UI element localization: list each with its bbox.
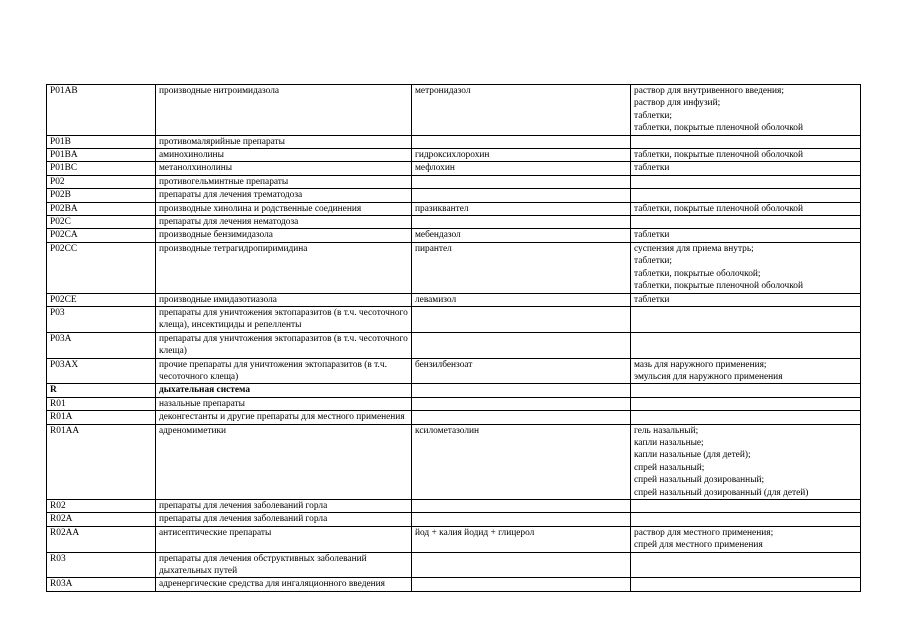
dosage-form-line: таблетки; [634, 110, 673, 121]
drug-name-cell [412, 411, 631, 424]
atc-code-cell: P02CC [47, 242, 156, 293]
table-row [47, 85, 861, 136]
anatomical-therapeutic-group-cell: производные имидазотиазола [156, 293, 412, 306]
dosage-form-line: раствор для внутривенного введения; [634, 86, 784, 96]
dosage-forms-cell [631, 189, 861, 202]
table-row [47, 397, 861, 410]
atc-code-cell: P02C [47, 216, 156, 229]
drug-name-cell [412, 216, 631, 229]
table-body [47, 85, 861, 592]
drug-name-cell: мебендазол [412, 229, 631, 242]
drug-name-cell [412, 500, 631, 513]
atc-code-cell: P02BA [47, 202, 156, 215]
drug-name-cell [412, 189, 631, 202]
table-row [47, 202, 861, 215]
table-row [47, 135, 861, 148]
dosage-forms-cell [631, 424, 861, 499]
dosage-form-line: спрей назальный; [634, 462, 705, 473]
anatomical-therapeutic-group-cell: препараты для лечения трематодоза [156, 189, 412, 202]
drug-name-cell [412, 552, 631, 578]
dosage-form-line: таблетки, покрытые пленочной оболочкой [634, 123, 803, 134]
dosage-forms-cell [631, 526, 861, 552]
drug-name-cell: бензилбензоат [412, 358, 631, 384]
anatomical-therapeutic-group-cell: аминохинолины [156, 149, 412, 162]
dosage-forms-cell [631, 332, 861, 358]
drug-name-cell: мефлохин [412, 162, 631, 175]
anatomical-therapeutic-group-cell: антисептические препараты [156, 526, 412, 552]
drug-name-cell [412, 384, 631, 397]
table-row [47, 189, 861, 202]
dosage-forms-cell [631, 293, 861, 306]
dosage-form-line: капли назальные (для детей); [634, 450, 751, 461]
dosage-form-line: таблетки [634, 230, 670, 241]
table-row [47, 513, 861, 526]
table-row [47, 216, 861, 229]
drug-name-cell [412, 306, 631, 332]
dosage-forms-cell [631, 202, 861, 215]
anatomical-therapeutic-group-cell: дыхательная система [156, 384, 412, 397]
dosage-forms-cell [631, 135, 861, 148]
drug-name-cell: метронидазол [412, 85, 631, 136]
drug-table [46, 84, 861, 592]
atc-code-cell: P03 [47, 306, 156, 332]
anatomical-therapeutic-group-cell: препараты для уничтожения эктопаразитов (в т.ч. чесоточного клеща), инсектициды и репелленты [156, 306, 412, 332]
anatomical-therapeutic-group-cell: препараты для лечения заболеваний горла [156, 500, 412, 513]
atc-code-cell: R [47, 384, 156, 397]
atc-code-cell: P03AX [47, 358, 156, 384]
drug-name-cell: пирантел [412, 242, 631, 293]
anatomical-therapeutic-group-cell: производные нитроимидазола [156, 85, 412, 136]
table-row [47, 500, 861, 513]
dosage-form-line: спрей назальный дозированный; [634, 475, 765, 486]
anatomical-therapeutic-group-cell: адреномиметики [156, 424, 412, 499]
dosage-form-line: спрей назальный дозированный (для детей) [634, 487, 809, 498]
dosage-form-line: суспензия для приема внутрь; [634, 243, 754, 254]
dosage-form-line: гель назальный; [634, 425, 699, 436]
anatomical-therapeutic-group-cell: назальные препараты [156, 397, 412, 410]
dosage-form-line: таблетки [634, 294, 670, 305]
anatomical-therapeutic-group-cell: препараты для лечения нематодоза [156, 216, 412, 229]
atc-code-cell: P02CA [47, 229, 156, 242]
atc-code-cell: R02AA [47, 526, 156, 552]
dosage-form-line: капли назальные; [634, 437, 704, 448]
dosage-form-line: таблетки [634, 163, 670, 174]
anatomical-therapeutic-group-cell: препараты для уничтожения эктопаразитов (в т.ч. чесоточного клеща) [156, 332, 412, 358]
dosage-forms-cell [631, 411, 861, 424]
anatomical-therapeutic-group-cell: противогельминтные препараты [156, 175, 412, 188]
anatomical-therapeutic-group-cell: производные тетрагидропиримидина [156, 242, 412, 293]
table-row [47, 526, 861, 552]
dosage-forms-cell [631, 358, 861, 384]
anatomical-therapeutic-group-cell: производные хинолина и родственные соединения [156, 202, 412, 215]
atc-code-cell: P01AB [47, 85, 156, 136]
dosage-form-line: мазь для наружного применения; [634, 359, 767, 370]
atc-code-cell: R01A [47, 411, 156, 424]
table-row [47, 293, 861, 306]
dosage-forms-cell [631, 306, 861, 332]
atc-code-cell: P03A [47, 332, 156, 358]
anatomical-therapeutic-group-cell: противомалярийные препараты [156, 135, 412, 148]
dosage-forms-cell [631, 242, 861, 293]
atc-code-cell: P02CE [47, 293, 156, 306]
dosage-forms-cell [631, 552, 861, 578]
dosage-form-line: эмульсия для наружного применения [634, 371, 783, 382]
table-row [47, 552, 861, 578]
atc-code-cell: R02A [47, 513, 156, 526]
atc-code-cell: P01BA [47, 149, 156, 162]
dosage-forms-cell [631, 175, 861, 188]
anatomical-therapeutic-group-cell: деконгестанты и другие препараты для местного применения [156, 411, 412, 424]
table-row [47, 229, 861, 242]
anatomical-therapeutic-group-cell: препараты для лечения заболеваний горла [156, 513, 412, 526]
atc-code-cell: P02 [47, 175, 156, 188]
table-row [47, 242, 861, 293]
table-row [47, 306, 861, 332]
dosage-forms-cell [631, 229, 861, 242]
atc-code-cell: R01AA [47, 424, 156, 499]
dosage-form-line: таблетки, покрытые пленочной оболочкой [634, 281, 803, 292]
drug-name-cell [412, 397, 631, 410]
dosage-forms-cell [631, 162, 861, 175]
drug-name-cell [412, 135, 631, 148]
dosage-forms-cell [631, 149, 861, 162]
dosage-form-line: таблетки; [634, 256, 673, 267]
dosage-forms-cell [631, 513, 861, 526]
dosage-form-line: раствор для местного применения; [634, 527, 774, 538]
table-row [47, 332, 861, 358]
atc-code-cell: R03 [47, 552, 156, 578]
drug-name-cell: празиквантел [412, 202, 631, 215]
anatomical-therapeutic-group-cell: прочие препараты для уничтожения эктопаразитов (в т.ч. чесоточного клеща) [156, 358, 412, 384]
drug-name-cell [412, 578, 631, 591]
table-row [47, 149, 861, 162]
drug-name-cell [412, 175, 631, 188]
document-page [46, 84, 860, 592]
atc-code-cell: R03A [47, 578, 156, 591]
anatomical-therapeutic-group-cell: метанолхинолины [156, 162, 412, 175]
atc-code-cell: P02B [47, 189, 156, 202]
dosage-form-line: таблетки, покрытые оболочкой; [634, 268, 761, 279]
table-row [47, 384, 861, 397]
dosage-form-line: таблетки, покрытые пленочной оболочкой [634, 203, 803, 214]
dosage-form-line: спрей для местного применения [634, 540, 763, 551]
anatomical-therapeutic-group-cell: адренергические средства для ингаляционного введения [156, 578, 412, 591]
dosage-forms-cell [631, 216, 861, 229]
dosage-forms-cell [631, 397, 861, 410]
drug-name-cell: йод + калия йодид + глицерол [412, 526, 631, 552]
atc-code-cell: R01 [47, 397, 156, 410]
drug-name-cell: ксилометазолин [412, 424, 631, 499]
dosage-forms-cell [631, 384, 861, 397]
dosage-forms-cell [631, 500, 861, 513]
table-row [47, 175, 861, 188]
dosage-forms-cell [631, 85, 861, 136]
dosage-form-line: раствор для инфузий; [634, 98, 721, 109]
anatomical-therapeutic-group-cell: производные бензимидазола [156, 229, 412, 242]
table-row [47, 424, 861, 499]
drug-name-cell [412, 513, 631, 526]
table-row [47, 578, 861, 591]
anatomical-therapeutic-group-cell: препараты для лечения обструктивных заболеваний дыхательных путей [156, 552, 412, 578]
atc-code-cell: P01BC [47, 162, 156, 175]
drug-name-cell: левамизол [412, 293, 631, 306]
table-row [47, 358, 861, 384]
drug-name-cell [412, 332, 631, 358]
dosage-forms-cell [631, 578, 861, 591]
dosage-form-line: таблетки, покрытые пленочной оболочкой [634, 150, 803, 161]
atc-code-cell: R02 [47, 500, 156, 513]
table-row [47, 162, 861, 175]
drug-name-cell: гидроксихлорохин [412, 149, 631, 162]
atc-code-cell: P01B [47, 135, 156, 148]
table-row [47, 411, 861, 424]
